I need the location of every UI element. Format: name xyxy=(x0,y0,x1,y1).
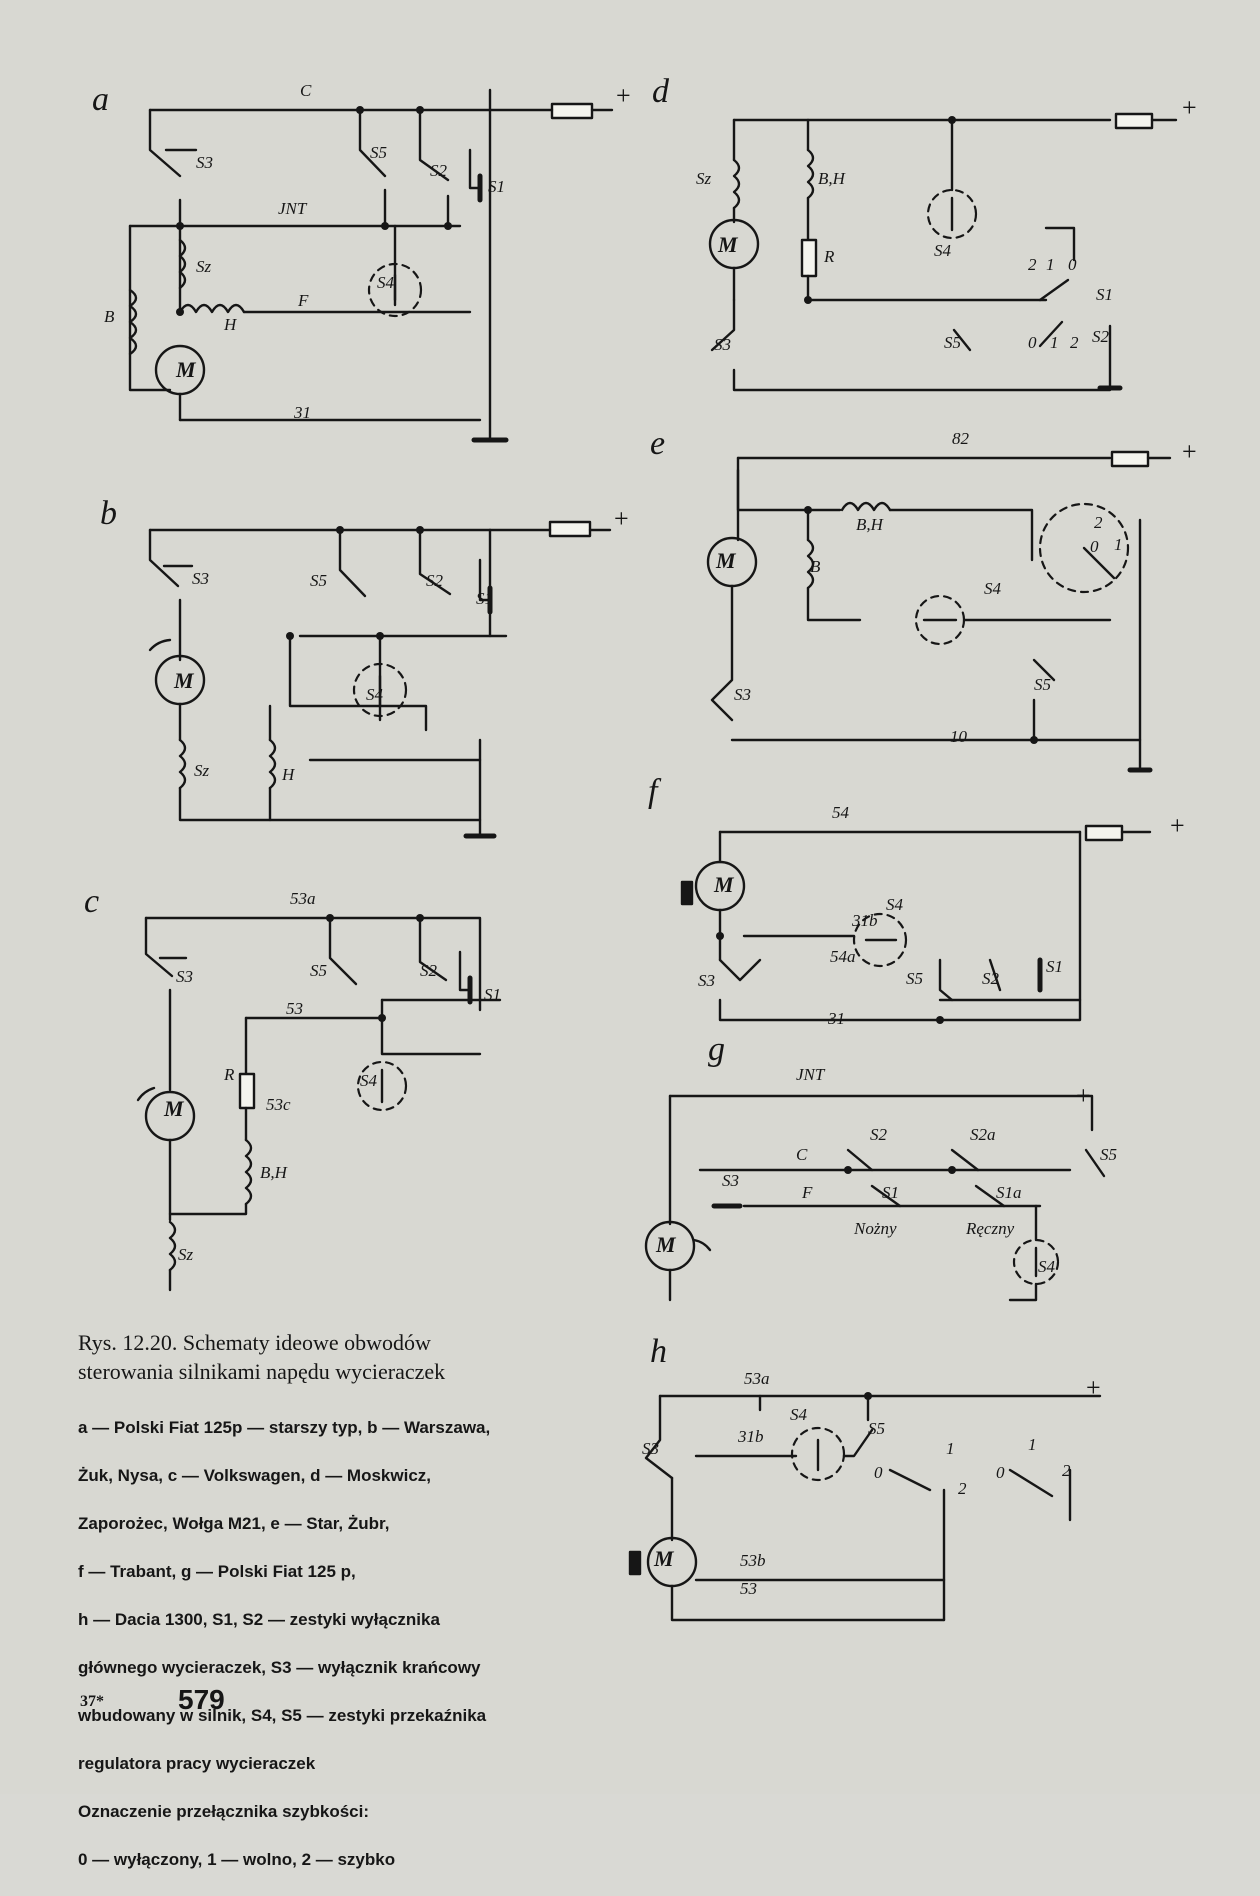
label-f-S4: S4 xyxy=(886,895,903,914)
panel-b-warszawa-zuk-nysa xyxy=(100,495,629,836)
rotation-arrow-g xyxy=(694,1240,710,1250)
caption-line: h — Dacia 1300, S1, S2 — zestyki wyłącznika xyxy=(78,1610,440,1629)
schematic-wire xyxy=(646,1396,672,1478)
fuse-f xyxy=(1086,826,1122,840)
caption-line: wbudowany w silnik, S4, S5 — zestyki przekaźnika xyxy=(78,1706,487,1725)
caption-line: Zaporożec, Wołga M21, e — Star, Żubr, xyxy=(78,1514,390,1533)
schematic-wire xyxy=(890,1470,930,1490)
schematic-wire xyxy=(420,530,450,594)
schematic-wire xyxy=(170,1204,246,1214)
junction-dot xyxy=(381,222,389,230)
label-e-pos-1: 1 xyxy=(1114,535,1123,554)
label-e-M: M xyxy=(716,548,736,573)
label-h-S5: S5 xyxy=(868,1419,885,1438)
page-number: 579 xyxy=(178,1684,225,1715)
label-h-pos-1a: 1 xyxy=(946,1439,955,1458)
schematic-wire xyxy=(808,276,1046,300)
label-d-S1: S1 xyxy=(1096,285,1113,304)
panel-h-dacia-1300 xyxy=(630,1333,1101,1620)
fuse-e xyxy=(1112,452,1148,466)
label-d-pos-1: 1 xyxy=(1046,255,1055,274)
panel-letter-c: c xyxy=(84,883,100,920)
label-d-pos-0: 0 xyxy=(1068,255,1077,274)
label-c-S1: S1 xyxy=(484,985,501,1004)
schematic-wire xyxy=(1040,280,1068,300)
label-e-plus: + xyxy=(1182,437,1197,466)
junction-dot xyxy=(356,106,364,114)
label-g-S1: S1 xyxy=(882,1183,899,1202)
coil-d-Sz xyxy=(734,160,739,208)
panel-letter-h: h xyxy=(650,1333,667,1370)
label-d-plus: + xyxy=(1182,93,1197,122)
label-f-S1: S1 xyxy=(1046,957,1063,976)
panel-e-star-zubr xyxy=(650,425,1197,770)
label-c-S3: S3 xyxy=(176,967,193,986)
schematic-wire xyxy=(720,960,760,980)
junction-dot xyxy=(948,1166,956,1174)
junction-dot xyxy=(936,1016,944,1024)
junction-dot xyxy=(376,632,384,640)
label-d-Sz: Sz xyxy=(696,169,712,188)
label-d-S3: S3 xyxy=(714,335,731,354)
label-b-S3: S3 xyxy=(192,569,209,588)
label-g-S1a: S1a xyxy=(996,1183,1022,1202)
schematic-wire xyxy=(382,1000,480,1054)
label-g-JNT: JNT xyxy=(796,1065,825,1084)
panel-letter-f: f xyxy=(648,773,658,810)
label-g-M: M xyxy=(656,1232,676,1257)
coil-b-H xyxy=(270,740,275,788)
rotation-arrow-b xyxy=(150,640,170,650)
junction-dot xyxy=(176,308,184,316)
label-b-M: M xyxy=(174,668,194,693)
junction-dot xyxy=(444,222,452,230)
label-f-54: 54 xyxy=(832,803,849,822)
caption-line: Oznaczenie przełącznika szybkości: xyxy=(78,1802,370,1821)
junction-dot xyxy=(1030,736,1038,744)
label-d-BH: B,H xyxy=(818,169,845,188)
caption-line: Żuk, Nysa, c — Volkswagen, d — Moskwicz, xyxy=(78,1466,432,1485)
label-f-31: 31 xyxy=(828,1009,845,1028)
panel-c-volkswagen xyxy=(84,883,501,1290)
label-b-plus: + xyxy=(614,504,629,533)
coil-e-BH xyxy=(842,503,890,510)
label-h-pos-1b: 1 xyxy=(1028,1435,1037,1454)
label-c-S5: S5 xyxy=(310,961,327,980)
caption-line: głównego wycieraczek, S3 — wyłącznik krańcowy xyxy=(78,1658,481,1677)
junction-dot xyxy=(326,914,334,922)
panel-letter-g: g xyxy=(708,1031,725,1068)
label-a-H: H xyxy=(224,315,237,334)
junction-dot xyxy=(286,632,294,640)
printer-signature: 37* xyxy=(80,1693,104,1710)
schematic-wire xyxy=(712,586,732,720)
capacitor-block-h xyxy=(630,1552,640,1574)
fuse-d xyxy=(1116,114,1152,128)
label-a-S5: S5 xyxy=(370,143,387,162)
label-b-S2: S2 xyxy=(426,571,443,590)
junction-dot xyxy=(844,1166,852,1174)
label-g-S4: S4 xyxy=(1038,1257,1055,1276)
schematic-wire xyxy=(720,832,1080,1020)
figure-caption xyxy=(78,1328,618,1896)
label-h-S3: S3 xyxy=(642,1439,659,1458)
label-a-C: C xyxy=(300,81,312,100)
junction-dot xyxy=(416,914,424,922)
label-d-M: M xyxy=(718,232,738,257)
fuse-a xyxy=(552,104,592,118)
label-e-S3: S3 xyxy=(734,685,751,704)
label-e-10: 10 xyxy=(950,727,967,746)
label-h-S4: S4 xyxy=(790,1405,807,1424)
schematic-wire xyxy=(146,918,172,976)
schematic-wire xyxy=(848,1150,872,1170)
junction-dot xyxy=(336,526,344,534)
label-c-53c: 53c xyxy=(266,1095,291,1114)
label-a-S1: S1 xyxy=(488,177,505,196)
schematic-wire xyxy=(150,530,178,586)
panel-f-trabant xyxy=(648,773,1185,1028)
label-h-pos-0a: 0 xyxy=(874,1463,883,1482)
label-b-S5: S5 xyxy=(310,571,327,590)
label-d-R: R xyxy=(824,247,835,266)
panel-letter-b: b xyxy=(100,495,117,532)
coil-b-Sz xyxy=(180,740,185,788)
panel-letter-d: d xyxy=(652,73,669,110)
label-g-S2a: S2a xyxy=(970,1125,996,1144)
label-h-pos-0b: 0 xyxy=(996,1463,1005,1482)
label-d-s2-pos-0: 0 xyxy=(1028,333,1037,352)
label-d-s2-pos-2: 2 xyxy=(1070,333,1079,352)
label-g-nozny: Nożny xyxy=(854,1219,897,1238)
label-d-S4: S4 xyxy=(934,241,951,260)
schematic-wire xyxy=(732,520,1140,740)
label-g-S5: S5 xyxy=(1100,1145,1117,1164)
label-a-plus: + xyxy=(616,81,631,110)
caption-line: a — Polski Fiat 125p — starszy typ, b — Warszawa, xyxy=(78,1418,491,1437)
label-g-plus: + xyxy=(1076,1081,1091,1110)
junction-dot xyxy=(378,1014,386,1022)
label-h-M: M xyxy=(654,1546,674,1571)
caption-body xyxy=(78,1392,618,1896)
label-h-53a: 53a xyxy=(744,1369,770,1388)
label-a-Sz: Sz xyxy=(196,257,212,276)
resistor-c-R xyxy=(240,1074,254,1108)
panel-letter-e: e xyxy=(650,425,666,462)
label-e-BH: B,H xyxy=(856,515,883,534)
label-e-pos-2: 2 xyxy=(1094,513,1103,532)
caption-title-line-2: sterowania silnikami napędu wycieraczek xyxy=(78,1359,446,1384)
label-b-S1: S1 xyxy=(476,589,493,608)
label-h-53: 53 xyxy=(740,1579,757,1598)
schematic-wire xyxy=(330,918,356,984)
label-b-Sz: Sz xyxy=(194,761,210,780)
label-e-S4: S4 xyxy=(984,579,1001,598)
label-a-S2: S2 xyxy=(430,161,447,180)
label-c-S2: S2 xyxy=(420,961,437,980)
junction-dot xyxy=(176,222,184,230)
schematic-wire xyxy=(672,1586,944,1620)
label-h-pos-2a: 2 xyxy=(958,1479,967,1498)
caption-line: f — Trabant, g — Polski Fiat 125 p, xyxy=(78,1562,356,1581)
label-g-S3: S3 xyxy=(722,1171,739,1190)
label-f-31b: 31b xyxy=(852,911,878,930)
schematic-wire xyxy=(1010,1284,1036,1300)
label-f-plus: + xyxy=(1170,811,1185,840)
label-e-82: 82 xyxy=(952,429,969,448)
schematic-wire xyxy=(180,788,480,820)
caption-title xyxy=(78,1328,618,1386)
coil-d-BH xyxy=(808,150,813,198)
label-c-S4: S4 xyxy=(360,1071,377,1090)
schematic-wire xyxy=(150,110,180,176)
schematic-wire xyxy=(808,588,860,620)
label-b-H: H xyxy=(282,765,295,784)
junction-dot xyxy=(416,526,424,534)
label-d-s2-pos-1: 1 xyxy=(1050,333,1059,352)
label-f-S5: S5 xyxy=(906,969,923,988)
label-g-F: F xyxy=(802,1183,813,1202)
label-f-M: M xyxy=(714,872,734,897)
label-h-pos-2b: 2 xyxy=(1062,1461,1071,1480)
junction-dot xyxy=(804,296,812,304)
schematic-wire xyxy=(340,530,365,596)
junction-dot xyxy=(804,506,812,514)
coil-a-H xyxy=(180,305,244,312)
label-f-S2: S2 xyxy=(982,969,999,988)
schematic-wire xyxy=(952,1150,978,1170)
schematic-wire xyxy=(890,510,1032,560)
schematic-wire xyxy=(738,470,840,510)
label-a-B: B xyxy=(104,307,115,326)
caption-title-line-1: Rys. 12.20. Schematy ideowe obwodów xyxy=(78,1330,431,1355)
label-h-plus: + xyxy=(1086,1373,1101,1402)
schematic-wire xyxy=(1084,548,1114,578)
label-g-C: C xyxy=(796,1145,808,1164)
fuse-b xyxy=(550,522,590,536)
label-e-S5: S5 xyxy=(1034,675,1051,694)
junction-dot xyxy=(948,116,956,124)
label-c-53: 53 xyxy=(286,999,303,1018)
junction-dot xyxy=(416,106,424,114)
caption-line: 0 — wyłączony, 1 — wolno, 2 — szybko xyxy=(78,1850,396,1869)
label-a-F: F xyxy=(298,291,309,310)
label-f-54a: 54a xyxy=(830,947,856,966)
caption-line: regulatora pracy wycieraczek xyxy=(78,1754,316,1773)
label-e-pos-0: 0 xyxy=(1090,537,1099,556)
schematic-wire xyxy=(1010,1470,1052,1496)
label-a-S4: S4 xyxy=(377,273,394,292)
schematic-wire xyxy=(130,226,170,390)
rotation-arrow-c xyxy=(138,1088,154,1100)
wire-a-C xyxy=(150,90,490,110)
label-d-S2: S2 xyxy=(1092,327,1109,346)
label-b-S4: S4 xyxy=(366,685,383,704)
capacitor-block-f xyxy=(682,882,692,904)
junction-dot xyxy=(716,932,724,940)
label-c-M: M xyxy=(164,1096,184,1121)
panel-d-moskwicz-zaporozec-wolga xyxy=(652,73,1197,390)
label-h-53b: 53b xyxy=(740,1551,766,1570)
label-g-reczny: Ręczny xyxy=(966,1219,1015,1238)
label-a-JNT: JNT xyxy=(278,199,307,218)
label-d-S5: S5 xyxy=(944,333,961,352)
coil-c-Sz xyxy=(170,1222,175,1270)
label-c-R: R xyxy=(224,1065,235,1084)
label-c-BH: B,H xyxy=(260,1163,287,1182)
label-h-31b: 31b xyxy=(738,1427,764,1446)
panel-g-polski-fiat-125p xyxy=(646,1031,1117,1300)
label-c-Sz: Sz xyxy=(178,1245,194,1264)
label-d-pos-2: 2 xyxy=(1028,255,1037,274)
label-a-31: 31 xyxy=(294,403,311,422)
panel-a-polski-fiat-125p xyxy=(92,81,631,440)
schematic-wire xyxy=(940,960,952,1000)
label-c-53a: 53a xyxy=(290,889,316,908)
label-f-S3: S3 xyxy=(698,971,715,990)
label-e-B: B xyxy=(810,557,821,576)
label-a-M: M xyxy=(176,357,196,382)
label-g-S2: S2 xyxy=(870,1125,887,1144)
label-a-S3: S3 xyxy=(196,153,213,172)
panel-letter-a: a xyxy=(92,81,109,118)
resistor-d-R xyxy=(802,240,816,276)
coil-c-BH xyxy=(246,1140,251,1204)
junction-dot xyxy=(864,1392,872,1400)
